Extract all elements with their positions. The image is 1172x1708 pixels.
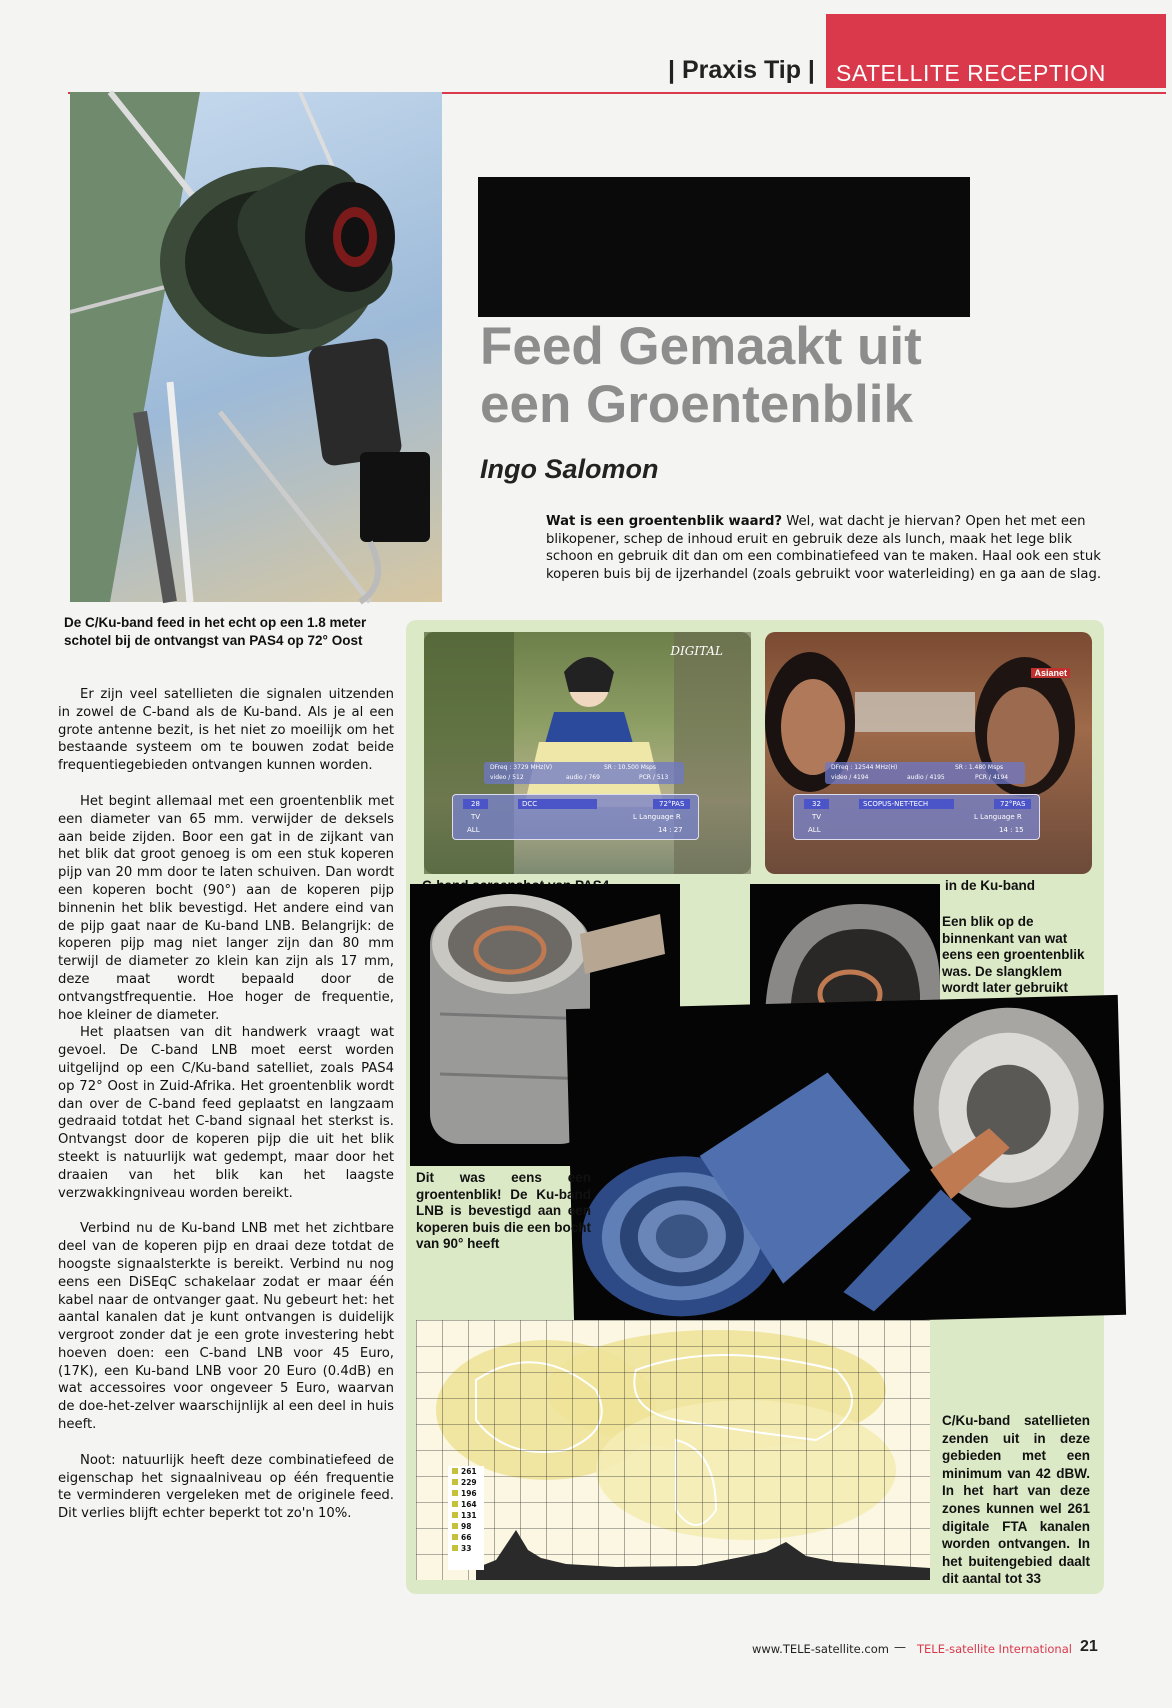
footer-publication: TELE-satellite International (917, 1642, 1072, 1656)
channel-logo: DIGITAL (670, 644, 723, 658)
osd-language: L Language R (974, 813, 1022, 821)
osd-video: video / 512 (490, 774, 524, 781)
praxis-tip-label: | Praxis Tip | (668, 56, 815, 84)
legend-item: 261 (448, 1466, 484, 1477)
coverage-map (416, 1320, 930, 1580)
osd-channel-bar (793, 794, 1040, 840)
footer-separator: — (894, 1640, 906, 1654)
section-label: SATELLITE RECEPTION (836, 60, 1106, 86)
osd-video: video / 4194 (831, 774, 869, 781)
caption-can-lnb-clip (416, 1170, 591, 1290)
osd-sr: SR : 1.480 Msps (955, 764, 1004, 771)
legend-item: 33 (448, 1543, 484, 1554)
intro-paragraph (546, 513, 1106, 583)
osd-pcr: PCR / 4194 (975, 774, 1009, 781)
legend-item: 229 (448, 1477, 484, 1488)
osd-channel-number: 32 (804, 799, 829, 809)
article-title (480, 318, 922, 434)
osd-info-bar (825, 762, 1025, 784)
osd-audio: audio / 4195 (907, 774, 945, 781)
caption-kuband-screenshot: in de Ku-band (945, 878, 1035, 893)
osd-info-bar (484, 762, 684, 784)
hero-photo-dish-feed (70, 92, 442, 602)
osd-time: 14 : 27 (658, 826, 683, 834)
legend-item: 164 (448, 1499, 484, 1510)
body-paragraph: Het begint allemaal met een groentenblik met een diameter van 65 mm. verwijder de deksels aan beide zijden. Boor een gat in de zijkant van het blik dat groot genoeg is om een stuk koperen pijp van 20 mm door te laten schuiven. Dan wordt een koperen bocht (90°) aan de koperen pijp binnenin het blik bevestigd. Het andere eind van de pijp gaat naar de Ku-band LNB. Belangrijk: de koperen pijp mag niet langer zijn dan 80 mm terwijl de diameter zo klein kan zijn als 17 mm, deze maat wordt bepaald door de ontvangstfrequentie. Hoe hoger de frequentie, hoe kleiner de diameter. (58, 793, 394, 1023)
osd-time: 14 : 15 (999, 826, 1024, 834)
osd-all: ALL (808, 826, 821, 834)
caption-map: C/Ku-band satellieten zenden uit in deze gebieden met een minimum van 42 dBW. In het hart van deze zones kunnen wel 261 digitale FTA kanalen worden ontvangen. In het buitengebied daalt dit aantal tot 33 (942, 1413, 1090, 1587)
caption-can-lnb: Dit was eens een groentenblik! De Ku-band LNB is bevestigd aan een koperen buis die een bocht van 90° heeft (416, 1170, 591, 1251)
legend-item: 98 (448, 1521, 484, 1532)
intro-lead: Wat is een groentenblik waard? (546, 514, 783, 529)
redacted-block (478, 177, 970, 317)
intro-rest: Wel, wat dacht je hiervan? Open het met een blikopener, schep de inhoud eruit en gebruik deze als lunch, maak het lege blik schoon en gebruik dit dan om een combinatiefeed van te maken. Haal ook een stuk koperen buis bij de ijzerhandel (zoals gebruikt voor waterleiding) en ga aan de slag. (546, 514, 1102, 582)
map-legend (448, 1466, 484, 1570)
legend-item: 66 (448, 1532, 484, 1543)
osd-tv: TV (812, 813, 822, 821)
osd-channel-bar (452, 794, 699, 840)
photo-lnb-can (566, 995, 1126, 1329)
osd-tv: TV (471, 813, 481, 821)
screenshot-cband (424, 632, 751, 874)
title-line-1: Feed Gemaakt uit (480, 317, 922, 376)
body-paragraph: Het plaatsen van dit handwerk vraagt wat gevoel. De C-band LNB moet eerst worden uitgelijnd op een C/Ku-band satelliet, zoals PAS4 op 72° Oost in Zuid-Afrika. Het groentenblik wordt dan over de C-band feed geplaatst en langzaam gedraaid totdat het C-band signaal het sterkst is. Ontvangst door de koperen pijp die uit het blik steekt is natuurlijk wat gedempt, maar door het draaien van het blik kan het laagste verzwakkingniveau worden bereikt. (58, 1025, 394, 1201)
legend-item: 131 (448, 1510, 484, 1521)
osd-pcr: PCR / 513 (639, 774, 669, 781)
body-column (58, 686, 394, 1541)
caption-can-inside: Een blik op de binnenkant van wat eens een groentenblik was. De slangklem wordt later gebruikt (942, 914, 1085, 995)
osd-dfreq: DFreq : 3729 MHz(V) (490, 764, 553, 771)
osd-dfreq: DFreq : 12544 MHz(H) (831, 764, 898, 771)
author: Ingo Salomon (480, 454, 659, 484)
hero-caption: De C/Ku-band feed in het echt op een 1.8 meter schotel bij de ontvangst van PAS4 op 72° Oost (64, 615, 367, 648)
osd-language: L Language R (633, 813, 681, 821)
page-number: 21 (1080, 1638, 1098, 1655)
footer-url[interactable]: www.TELE-satellite.com (752, 1642, 889, 1656)
osd-satellite: 72°PAS (653, 799, 690, 809)
osd-channel-name: SCOPUS-NET-TECH (859, 799, 954, 809)
screenshot-kuband (765, 632, 1092, 874)
osd-satellite: 72°PAS (994, 799, 1031, 809)
body-paragraph: Verbind nu de Ku-band LNB met het zichtbare deel van de koperen pijp en draai deze totdat de hoogste signaalsterkte is bereikt. Verbind nu nog eens een DiSEqC schakelaar zodat er maar één kabel naar de ontvanger gaat. Nu gebeurt het: het aantal kanalen dat je kunt ontvangen is duidelijk vergroot zonder dat je een grote investering hebt hoeven doen: een C-band LNB voor 45 Euro, (17K), een Ku-band LNB voor 20 Euro (0.4dB) en wat accessoires voor ongeveer 5 Euro, waarvan de doe-het-zelver waarschijnlijk al een deel in huis heeft. (58, 1221, 394, 1433)
body-paragraph: Er zijn veel satellieten die signalen uitzenden in zowel de C-band als de Ku-band. Als je al een grote antenne bezit, is het niet zo moeilijk om het bestaande systeem om te bouwen zodat beide frequentiegebieden ontvangen kunnen worden. (58, 687, 394, 774)
osd-audio: audio / 769 (566, 774, 600, 781)
title-line-2: een Groentenblik (480, 375, 913, 434)
legend-item: 196 (448, 1488, 484, 1499)
osd-channel-number: 28 (463, 799, 488, 809)
body-paragraph: Noot: natuurlijk heeft deze combinatiefeed de eigenschap het signaalniveau op één frequentie te verminderen vergeleken met de originele feed. Dit verlies blijft echter beperkt tot zo'n 10%. (58, 1452, 394, 1522)
osd-all: ALL (467, 826, 480, 834)
channel-logo: Asianet (1031, 668, 1070, 678)
osd-sr: SR : 10.500 Msps (604, 764, 656, 771)
osd-channel-name: DCC (518, 799, 597, 809)
